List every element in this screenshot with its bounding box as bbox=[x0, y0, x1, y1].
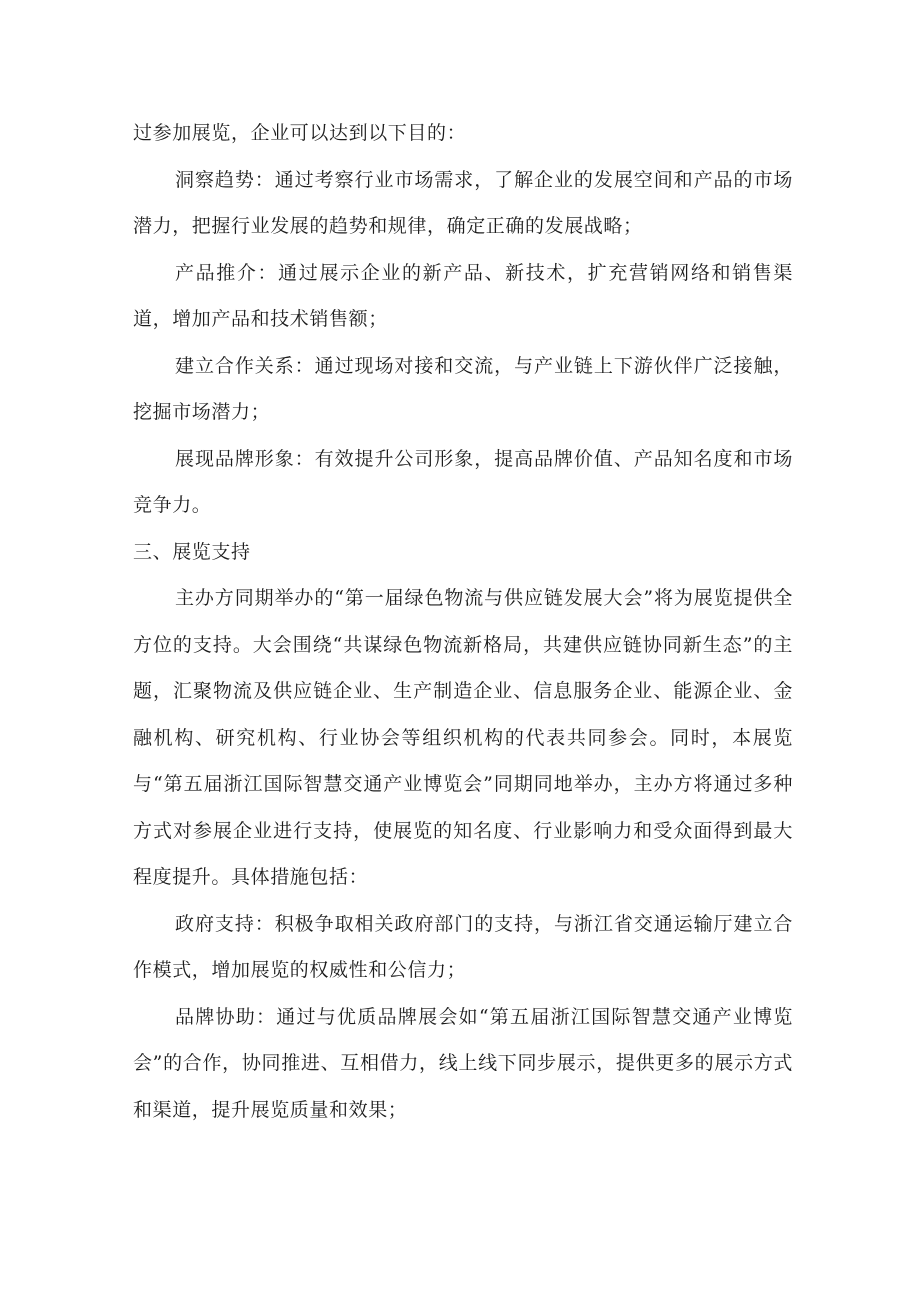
section-heading: 三、展览支持 bbox=[133, 540, 251, 563]
paragraph-brand-collab: 品牌协助：通过与优质品牌展会如“第五届浙江国际智慧交通产业博览会”的合作，协同推进、互相借力，线上线下同步展示，提供更多的展示方式和渠道，提升展览质量和效果； bbox=[133, 1005, 793, 1121]
paragraph-support-intro: 主办方同期举办的“第一届绿色物流与供应链发展大会”将为展览提供全方位的支持。大会围绕“共谋绿色物流新格局，共建供应链协同新生态”的主题，汇聚物流及供应链企业、生产制造企业、信息服务企业、能源企业、金融机构、研究机构、行业协会等组织机构的代表共同参会。同时，本展览与“第五届浙江国际智慧交通产业博览会”同期同地举办，主办方将通过多种方式对参展企业进行支持，使展览的知名度、行业影响力和受众面得到最大程度提升。具体措施包括： bbox=[133, 587, 793, 888]
paragraph-insight-trends: 洞察趋势：通过考察行业市场需求，了解企业的发展空间和产品的市场潜力，把握行业发展的趋势和规律，确定正确的发展战略； bbox=[133, 168, 793, 237]
document-body bbox=[133, 110, 793, 1133]
paragraph-cooperation: 建立合作关系：通过现场对接和交流，与产业链上下游伙伴广泛接触，挖掘市场潜力； bbox=[133, 354, 793, 423]
paragraph-product-promotion: 产品推介：通过展示企业的新产品、新技术，扩充营销网络和销售渠道，增加产品和技术销售额； bbox=[133, 261, 793, 330]
paragraph-brand-image: 展现品牌形象：有效提升公司形象，提高品牌价值、产品知名度和市场竞争力。 bbox=[133, 447, 793, 516]
paragraph-intro-continuation: 过参加展览，企业可以达到以下目的： bbox=[133, 122, 467, 144]
paragraph-gov-support: 政府支持：积极争取相关政府部门的支持，与浙江省交通运输厅建立合作模式，增加展览的权威性和公信力； bbox=[133, 912, 793, 981]
